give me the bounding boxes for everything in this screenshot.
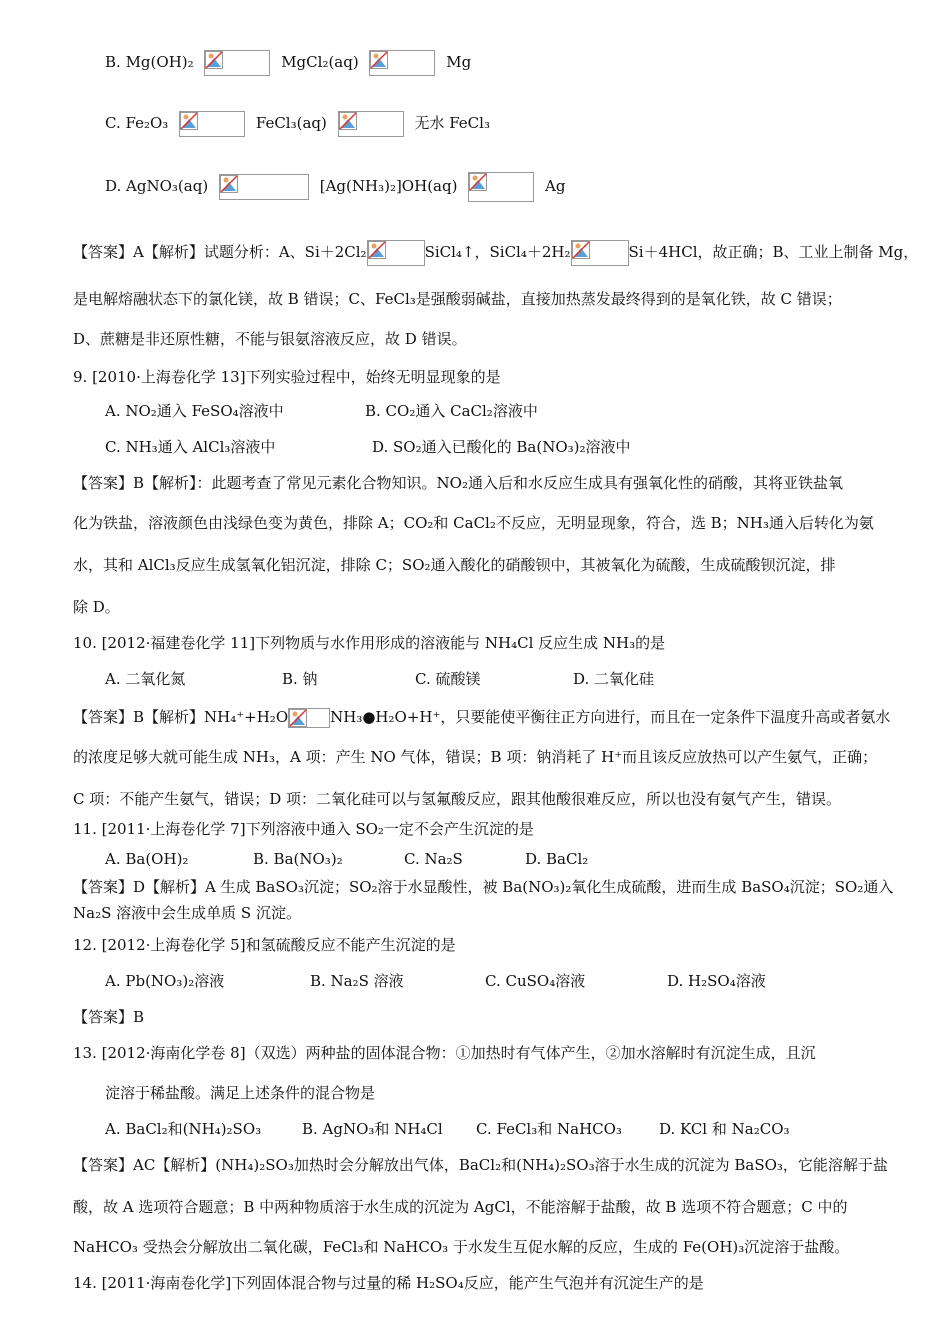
reaction-arrow-image [179, 111, 245, 137]
q9-answer-line-3: 水，其和 AlCl₃反应生成氢氧化铝沉淀，排除 C；SO₂通入酸化的硝酸钡中，其被氧化为硫酸，生成硫酸钡沉淀，排 [73, 556, 836, 574]
q11-option-b: B. Ba(NO₃)₂ [253, 850, 343, 868]
q13-option-c: C. FeCl₃和 NaHCO₃ [476, 1120, 622, 1138]
q13-answer-line-2: 酸，故 A 选项符合题意；B 中两种物质溶于水生成的沉淀为 AgCl，不能溶解于盐酸，故 B 选项不符合题意；C 中的 [73, 1198, 848, 1216]
q12-option-d: D. H₂SO₄溶液 [667, 972, 766, 990]
reaction-arrow-image [571, 240, 629, 266]
q9-stem: 9. [2010·上海卷化学 13]下列实验过程中，始终无明显现象的是 [73, 368, 501, 386]
q9-option-b: B. CO₂通入 CaCl₂溶液中 [365, 402, 538, 420]
q10-answer-line-2: 的浓度足够大就可能生成 NH₃，A 项：产生 NO 气体，错误；B 项：钠消耗了 H⁺而且该反应放热可以产生氨气，正确； [73, 748, 878, 766]
q13-stem-line-1: 13. [2012·海南化学卷 8]（双选）两种盐的固体混合物：①加热时有气体产生，②加水溶解时有沉淀生成，且沉 [73, 1044, 816, 1062]
q11-stem: 11. [2011·上海卷化学 7]下列溶液中通入 SO₂一定不会产生沉淀的是 [73, 820, 534, 838]
q10-answer-line-1: 【答案】B【解析】NH₄⁺+H₂O NH₃●H₂O+H⁺，只要能使平衡往正方向进行，而且在一定条件下温度升高或者氨水 [73, 708, 891, 726]
q10-option-b: B. 钠 [282, 670, 318, 688]
q8-answer-line-2: 是电解熔融状态下的氯化镁，故 B 错误；C、FeCl₃是强酸弱碱盐，直接加热蒸发最终得到的是氧化铁，故 C 错误； [73, 290, 842, 308]
reaction-arrow-image [338, 111, 404, 137]
q9-option-d: D. SO₂通入已酸化的 Ba(NO₃)₂溶液中 [372, 438, 631, 456]
q11-option-a: A. Ba(OH)₂ [105, 850, 189, 868]
reaction-arrow-image [204, 50, 270, 76]
q13-option-a: A. BaCl₂和(NH₄)₂SO₃ [105, 1120, 262, 1138]
q8-option-c: C. Fe₂O₃ FeCl₃(aq) 无水 FeCl₃ [105, 111, 490, 137]
q13-answer-line-1: 【答案】AC【解析】(NH₄)₂SO₃加热时会分解放出气体，BaCl₂和(NH₄)₂SO₃溶于水生成的沉淀为 BaSO₃，它能溶解于盐 [73, 1156, 888, 1174]
q9-option-a: A. NO₂通入 FeSO₄溶液中 [105, 402, 284, 420]
q10-stem: 10. [2012·福建卷化学 11]下列物质与水作用形成的溶液能与 NH₄Cl 反应生成 NH₃的是 [73, 634, 666, 652]
q8-answer-line-1: 【答案】A【解析】试题分析：A、Si＋2Cl₂ SiCl₄↑，SiCl₄＋2H₂ Si＋4HCl，故正确；B、工业上制备 Mg， [73, 240, 918, 266]
reaction-arrow-image [468, 172, 534, 202]
q11-answer-line-2: Na₂S 溶液中会生成单质 S 沉淀。 [73, 904, 301, 922]
q10-option-c: C. 硫酸镁 [415, 670, 481, 688]
q13-answer-line-3: NaHCO₃ 受热会分解放出二氧化碳，FeCl₃和 NaHCO₃ 于水发生互促水解的反应，生成的 Fe(OH)₃沉淀溶于盐酸。 [73, 1238, 850, 1256]
q8-option-b: B. Mg(OH)₂ MgCl₂(aq) Mg [105, 50, 471, 76]
q11-option-d: D. BaCl₂ [525, 850, 589, 868]
q8-answer-line-3: D、蔗糖是非还原性糖，不能与银氨溶液反应，故 D 错误。 [73, 330, 467, 348]
reaction-arrow-image [219, 174, 309, 200]
q8-option-d: D. AgNO₃(aq) [Ag(NH₃)₂]OH(aq) Ag [105, 172, 565, 202]
reaction-arrow-image [367, 240, 425, 266]
q10-option-d: D. 二氧化硅 [573, 670, 655, 688]
q12-option-c: C. CuSO₄溶液 [485, 972, 586, 990]
q12-stem: 12. [2012·上海卷化学 5]和氢硫酸反应不能产生沉淀的是 [73, 936, 456, 954]
q12-option-a: A. Pb(NO₃)₂溶液 [105, 972, 225, 990]
reaction-arrow-image [369, 50, 435, 76]
q11-answer-line-1: 【答案】D【解析】A 生成 BaSO₃沉淀；SO₂溶于水显酸性，被 Ba(NO₃)₂氧化生成硫酸，进而生成 BaSO₄沉淀；SO₂通入 [73, 878, 894, 896]
q10-answer-line-3: C 项：不能产生氨气，错误；D 项：二氧化硅可以与氢氟酸反应，跟其他酸很难反应，所以也没有氨气产生，错误。 [73, 790, 842, 808]
q14-stem: 14. [2011·海南卷化学]下列固体混合物与过量的稀 H₂SO₄反应，能产生气泡并有沉淀生产的是 [73, 1274, 704, 1292]
q9-answer-line-1: 【答案】B【解析】：此题考查了常见元素化合物知识。NO₂通入后和水反应生成具有强氧化性的硝酸，其将亚铁盐氧 [73, 474, 843, 492]
q11-option-c: C. Na₂S [404, 850, 463, 868]
q9-answer-line-4: 除 D。 [73, 598, 120, 616]
q12-answer: 【答案】B [73, 1008, 145, 1026]
q10-option-a: A. 二氧化氮 [105, 670, 186, 688]
q9-answer-line-2: 化为铁盐，溶液颜色由浅绿色变为黄色，排除 A；CO₂和 CaCl₂不反应，无明显现象，符合，选 B；NH₃通入后转化为氨 [73, 514, 874, 532]
reaction-arrow-image [288, 708, 330, 728]
q13-stem-line-2: 淀溶于稀盐酸。满足上述条件的混合物是 [105, 1084, 376, 1102]
q9-option-c: C. NH₃通入 AlCl₃溶液中 [105, 438, 276, 456]
q13-option-b: B. AgNO₃和 NH₄Cl [302, 1120, 443, 1138]
q12-option-b: B. Na₂S 溶液 [310, 972, 404, 990]
q13-option-d: D. KCl 和 Na₂CO₃ [659, 1120, 790, 1138]
